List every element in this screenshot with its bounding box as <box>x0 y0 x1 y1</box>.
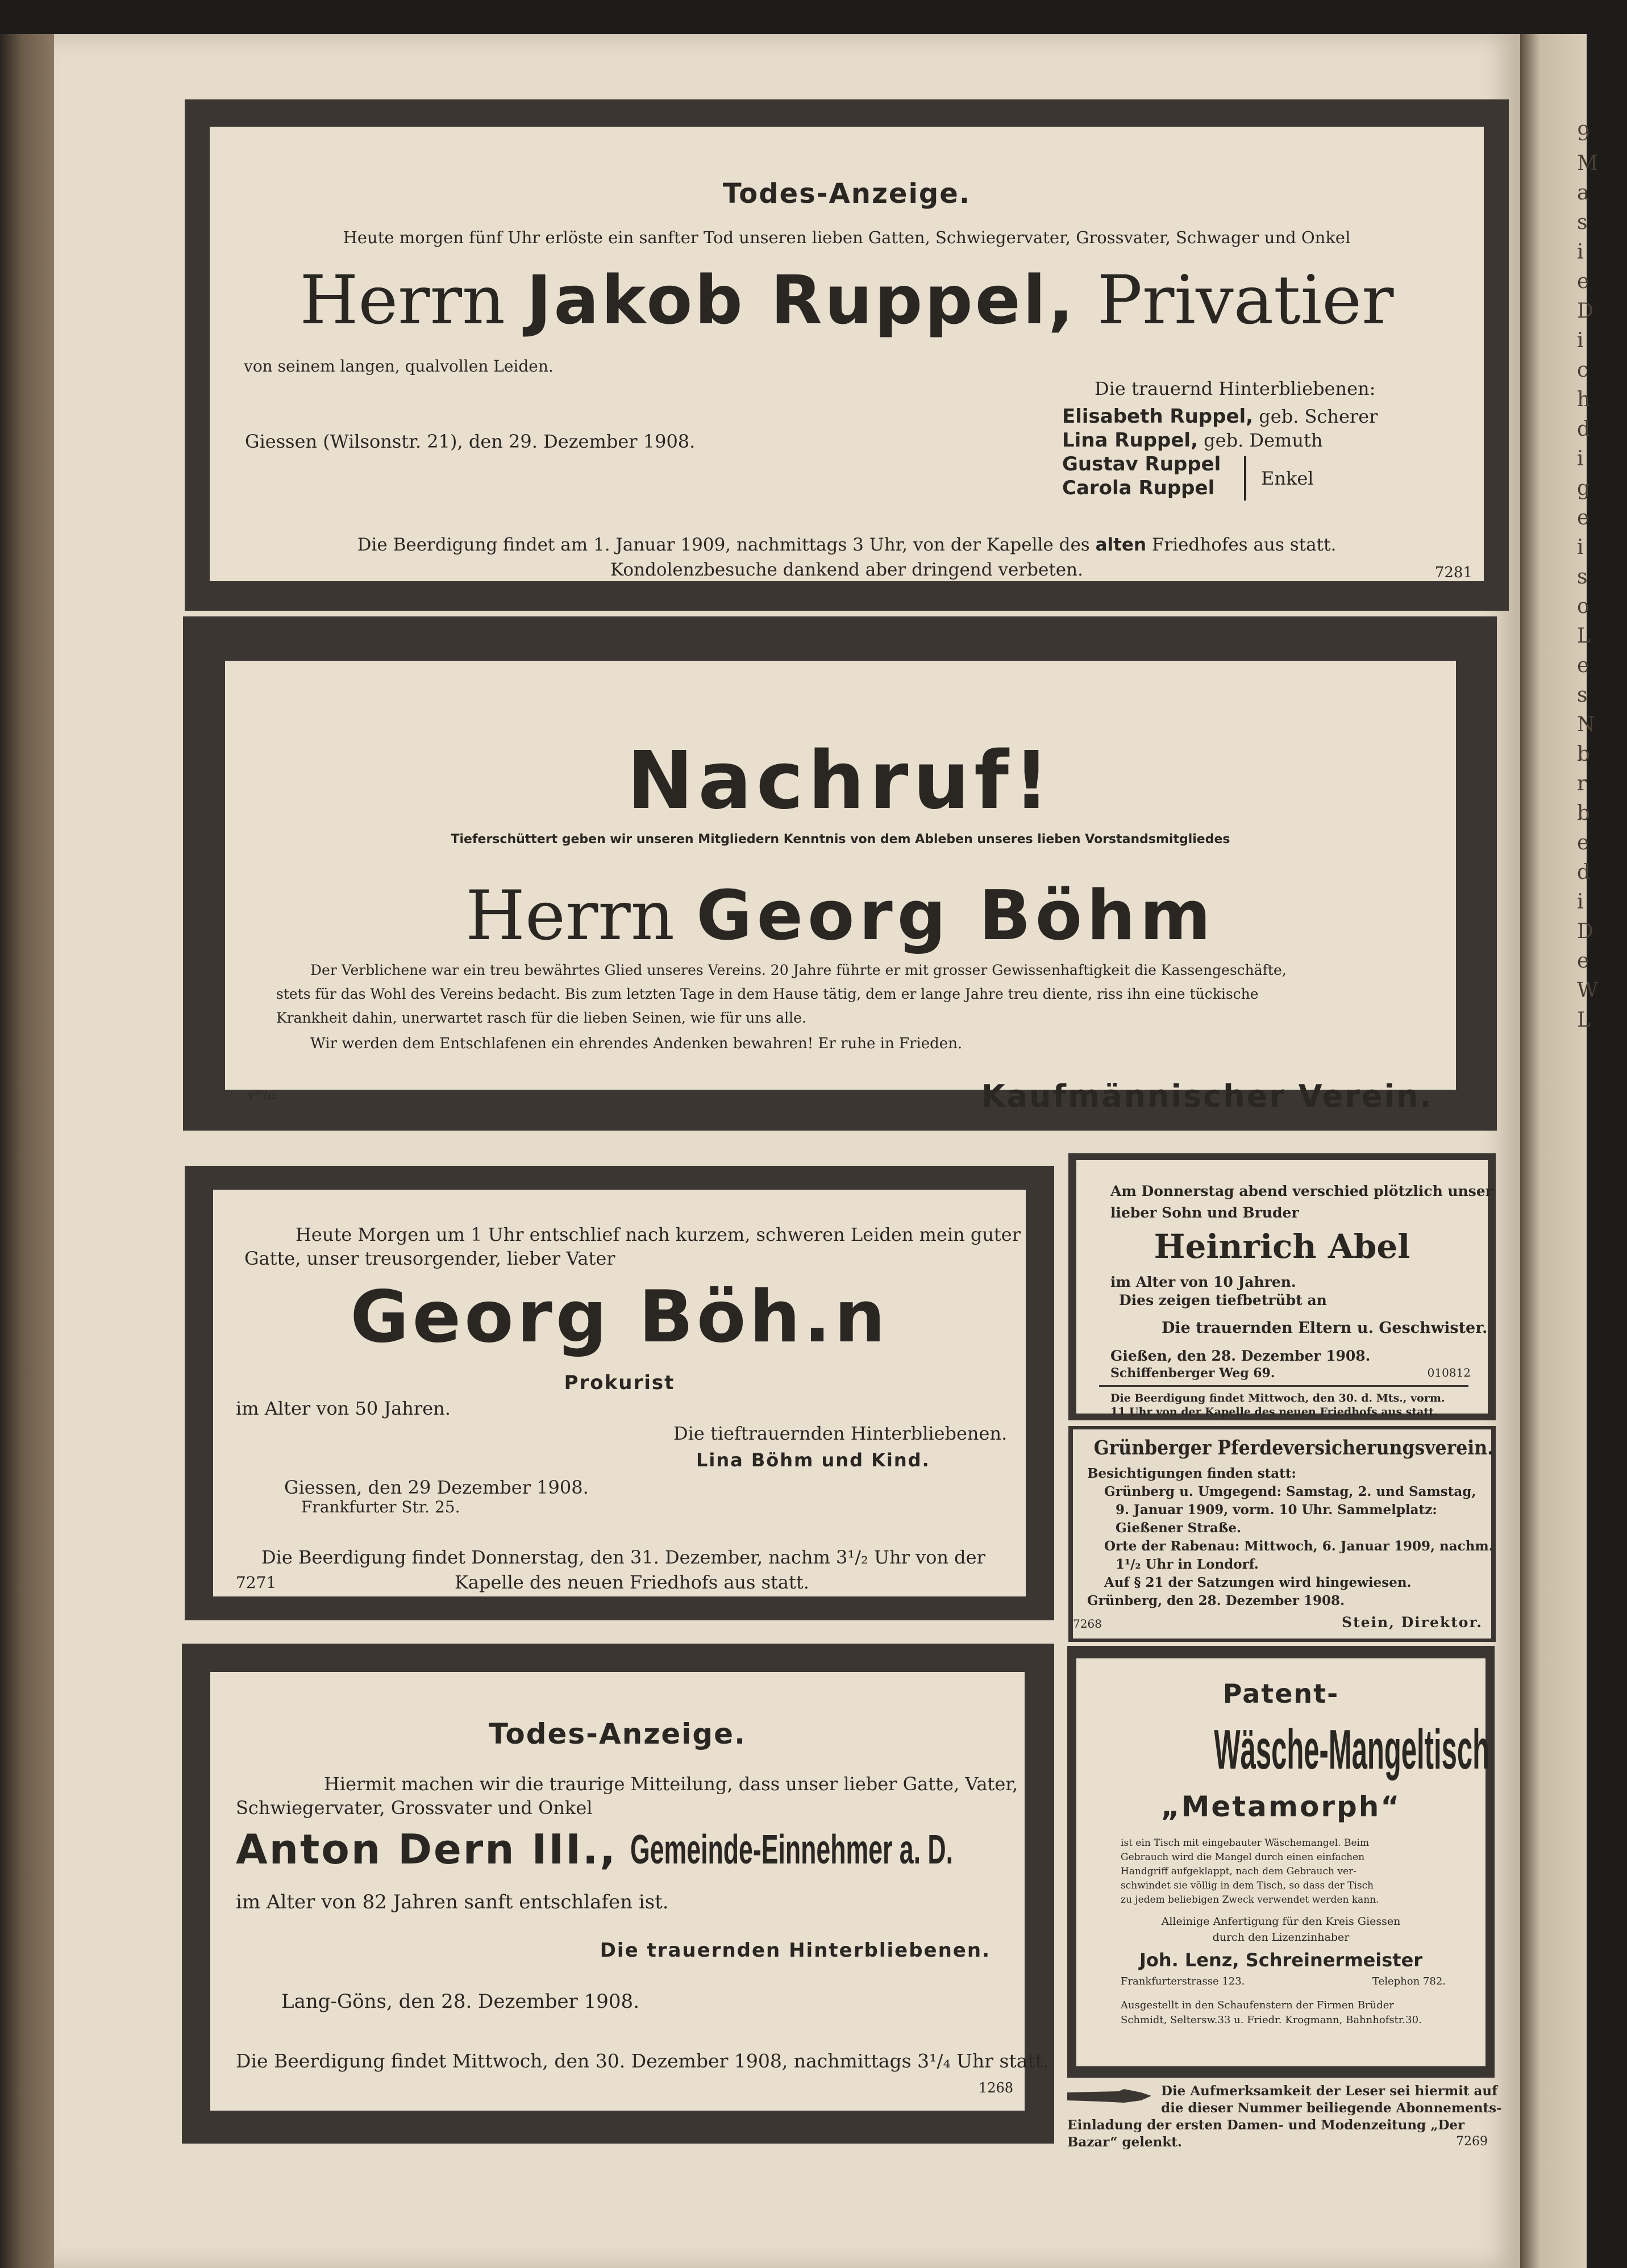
deceased-age: im Alter von 50 Jahren. <box>236 1398 451 1419</box>
mourner-2-name: Lina Ruppel, <box>1062 429 1198 452</box>
bazar-line-4: Bazar“ gelenkt. <box>1067 2134 1182 2150</box>
ad-desc-2: Gebrauch wird die Mangel durch einen einfachen <box>1121 1852 1365 1863</box>
deceased-name-line <box>210 257 1484 343</box>
notice-line-7: Auf § 21 der Satzungen wird hingewiesen. <box>1104 1575 1412 1590</box>
place-date: Lang-Göns, den 28. Dezember 1908. <box>281 1990 639 2013</box>
deceased-age: im Alter von 82 Jahren sanft entschlafen ist. <box>236 1891 669 1913</box>
notice-title: Todes-Anzeige. <box>722 178 971 210</box>
bazar-line-1: Die Aufmerksamkeit der Leser sei hiermit auf <box>1161 2083 1498 2099</box>
deceased-name: Georg Böh.n <box>350 1275 889 1358</box>
notice-line-6: 1¹/₂ Uhr in Londorf. <box>1116 1557 1259 1572</box>
obituary-name: Georg Böhm <box>696 877 1216 956</box>
ad-number: 7268 <box>1073 1617 1102 1631</box>
funeral-prefix: Die Beerdigung findet am 1. Januar 1909, nachmittags 3 Uhr, von der Kapelle des <box>357 535 1090 555</box>
ad-phone: Telephon 782. <box>1372 1975 1446 1987</box>
horse-insurance-notice <box>1068 1426 1496 1642</box>
notice-text: Dies zeigen tiefbetrübt an <box>1119 1292 1327 1308</box>
notice-line-4: Gießener Straße. <box>1116 1520 1241 1536</box>
obituary-code: v³⁰/₁₂ <box>248 1088 277 1102</box>
enkel-label: Enkel <box>1261 468 1314 489</box>
ad-number: 1268 <box>978 2080 1013 2096</box>
mourners: Die trauernden Eltern u. Geschwister. <box>1162 1319 1488 1337</box>
mourner-3: Gustav Ruppel <box>1062 453 1221 476</box>
obituary-body-3: Krankheit dahin, unerwartet rasch für die lieben Seinen, wie für uns alle. <box>276 1010 806 1026</box>
funeral-line-2: Kapelle des neuen Friedhofs aus statt. <box>455 1571 809 1593</box>
notice-line-1: Heute Morgen um 1 Uhr entschlief nach kurzem, schweren Leiden mein guter <box>296 1224 1021 1245</box>
funeral-info <box>210 535 1484 555</box>
deceased-title: Prokurist <box>564 1371 675 1394</box>
obituary-title: Nachruf! <box>627 735 1054 827</box>
funeral-line-2: 11 Uhr von der Kapelle des neuen Friedhofs aus statt. <box>1110 1406 1438 1418</box>
ad-patent: Patent- <box>1222 1678 1339 1709</box>
funeral-line-1: Die Beerdigung findet Mittwoch, den 30. d. Mts., vorm. <box>1110 1392 1445 1404</box>
herrn-label: Herrn <box>465 877 675 956</box>
place-date: Giessen (Wilsonstr. 21), den 29. Dezember 1908. <box>245 431 696 452</box>
notice-line-5: Orte der Rabenau: Mittwoch, 6. Januar 1909, nachm. <box>1104 1539 1493 1554</box>
bazar-line-2: die dieser Nummer beiliegende Abonnements- <box>1161 2100 1502 2116</box>
adjacent-page-edge <box>1520 34 1599 2268</box>
mourner-2 <box>1062 429 1322 452</box>
notice-line-2: Schwiegervater, Grossvater und Onkel <box>236 1797 593 1819</box>
ad-desc-1: ist ein Tisch mit eingebauter Wäschemangel. Beim <box>1121 1837 1370 1849</box>
obituary-body-2: stets für das Wohl des Vereins bedacht. Bis zum letzten Tage in dem Hause tätig, dem er lange Jahre treu diente, riss ihn eine tückische <box>276 986 1259 1002</box>
book-spine <box>0 34 54 2268</box>
after-name-text: von seinem langen, qualvollen Leiden. <box>244 357 554 376</box>
ad-desc-3: Handgriff aufgeklappt, nach dem Gebrauch ver- <box>1121 1866 1356 1877</box>
deceased-name: Anton Dern III., <box>236 1825 617 1873</box>
notice-line-8: Grünberg, den 28. Dezember 1908. <box>1087 1593 1345 1608</box>
ad-code: 010812 <box>1427 1366 1471 1379</box>
mourner-1 <box>1062 405 1378 428</box>
ad-sole-2: durch den Lizenzinhaber <box>1212 1931 1350 1944</box>
deceased-occupation: Privatier <box>1097 261 1394 339</box>
ad-number: 7271 <box>236 1573 277 1592</box>
notice-line-3: 9. Januar 1909, vorm. 10 Uhr. Sammelplatz: <box>1116 1502 1437 1517</box>
signature: Stein, Direktor. <box>1342 1614 1483 1631</box>
mourner-2-note: geb. Demuth <box>1204 430 1323 451</box>
bazar-line-3: Einladung der ersten Damen- und Modenzeitung „Der <box>1067 2117 1465 2133</box>
obituary-name-line <box>225 874 1456 959</box>
funeral-line-1: Die Beerdigung findet Donnerstag, den 31. Dezember, nachm 3¹/₂ Uhr von der <box>261 1546 985 1568</box>
obituary-signature: Kaufmännischer Verein. <box>981 1078 1433 1114</box>
divider <box>1099 1385 1468 1387</box>
mourners-names: Lina Böhm und Kind. <box>696 1449 930 1471</box>
mourners: Die trauernden Hinterbliebenen. <box>600 1939 991 1962</box>
ad-title-wrap <box>1076 1715 1490 1784</box>
ad-display-2: Schmidt, Seltersw.33 u. Friedr. Krogmann, Bahnhofstr.30. <box>1121 2014 1422 2026</box>
pointing-hand-icon <box>1067 2087 1152 2106</box>
deceased-name: Jakob Ruppel, <box>526 261 1076 339</box>
notice-line-2: Gatte, unser treusorgender, lieber Vater <box>244 1248 615 1269</box>
notice-intro: Heute morgen fünf Uhr erlöste ein sanfter Tod unseren lieben Gatten, Schwiegervater, Grossvater, Schwager und Onkel <box>343 228 1351 247</box>
ad-number: 7281 <box>1434 564 1472 581</box>
mourners-heading: Die trauernd Hinterbliebenen: <box>1095 378 1376 399</box>
place-date: Giessen, den 29 Dezember 1908. <box>284 1477 589 1498</box>
mourner-4: Carola Ruppel <box>1062 477 1215 499</box>
ad-desc-4: schwindet sie völlig in dem Tisch, so dass der Tisch <box>1121 1880 1374 1891</box>
condolence-note: Kondolenzbesuche dankend aber dringend verbeten. <box>610 560 1083 580</box>
death-notice-ruppel <box>185 99 1509 611</box>
laundry-table-ad <box>1067 1646 1495 2078</box>
notice-line-1: Am Donnerstag abend verschied plötzlich unser <box>1110 1183 1493 1199</box>
ad-maker: Joh. Lenz, Schreinermeister <box>1139 1949 1423 1971</box>
ad-display-1: Ausgestellt in den Schaufenstern der Firmen Brüder <box>1121 1999 1395 2011</box>
ad-title: Wäsche-Mangeltisch <box>1214 1718 1490 1781</box>
ad-brand: „Metamorph“ <box>1160 1790 1401 1823</box>
ad-address: Frankfurterstrasse 123. <box>1121 1975 1245 1987</box>
mourner-1-note: geb. Scherer <box>1259 406 1378 427</box>
mourner-1-name: Elisabeth Ruppel, <box>1062 405 1254 428</box>
deceased-occupation: Gemeinde-Einnehmer a. D. <box>630 1827 953 1873</box>
ad-desc-5: zu jedem beliebigen Zweck verwendet werden kann. <box>1121 1894 1379 1906</box>
obituary-kaufmaennischer-verein <box>183 616 1497 1131</box>
funeral-info: Die Beerdigung findet Mittwoch, den 30. Dezember 1908, nachmittags 3¹/₄ Uhr statt. <box>236 2050 1049 2072</box>
place-date: Gießen, den 28. Dezember 1908. <box>1110 1348 1371 1364</box>
death-notice-abel <box>1068 1153 1496 1420</box>
funeral-bold: alten <box>1095 535 1147 555</box>
street: Frankfurter Str. 25. <box>301 1498 460 1516</box>
street: Schiffenberger Weg 69. <box>1110 1366 1275 1381</box>
adjacent-page-text: 9Ma s ie Di ch di ge i so L es N br be di De W L <box>1577 122 1599 1032</box>
deceased-name: Heinrich Abel <box>1154 1227 1410 1266</box>
notice-line-1: Besichtigungen finden statt: <box>1087 1466 1296 1481</box>
notice-line-2: Grünberg u. Umgegend: Samstag, 2. und Samstag, <box>1104 1484 1476 1499</box>
notice-title: Grünberger Pferdeversicherungsverein. <box>1093 1436 1494 1460</box>
notice-title: Todes-Anzeige. <box>488 1717 747 1750</box>
notice-line-1: Hiermit machen wir die traurige Mitteilung, dass unser lieber Gatte, Vater, <box>324 1773 1018 1795</box>
notice-line-2: lieber Sohn und Bruder <box>1110 1204 1299 1221</box>
herrn-label: Herrn <box>299 261 505 339</box>
obituary-body-1: Der Verblichene war ein treu bewährtes Glied unseres Vereins. 20 Jahre führte er mit grosser Gewissenhaftigkeit die Kassengeschäfte, <box>310 962 1287 978</box>
death-notice-boehm-family <box>185 1166 1054 1620</box>
mourners-heading: Die tieftrauernden Hinterbliebenen. <box>673 1423 1008 1444</box>
deceased-age: im Alter von 10 Jahren. <box>1110 1274 1296 1290</box>
obituary-intro: Tieferschüttert geben wir unseren Mitgliedern Kenntnis von dem Ableben unseres lieben Vorstandsmitgliedes <box>451 832 1230 847</box>
enkel-brace <box>1239 456 1246 501</box>
bazar-note <box>1067 2082 1502 2162</box>
deceased-name-line <box>236 1825 1151 1873</box>
obituary-body-4: Wir werden dem Entschlafenen ein ehrendes Andenken bewahren! Er ruhe in Frieden. <box>310 1035 963 1052</box>
ad-sole-1: Alleinige Anfertigung für den Kreis Giessen <box>1161 1915 1401 1928</box>
ad-number: 7269 <box>1456 2134 1488 2149</box>
funeral-suffix: Friedhofes aus statt. <box>1151 535 1337 555</box>
death-notice-dern <box>182 1644 1054 2144</box>
